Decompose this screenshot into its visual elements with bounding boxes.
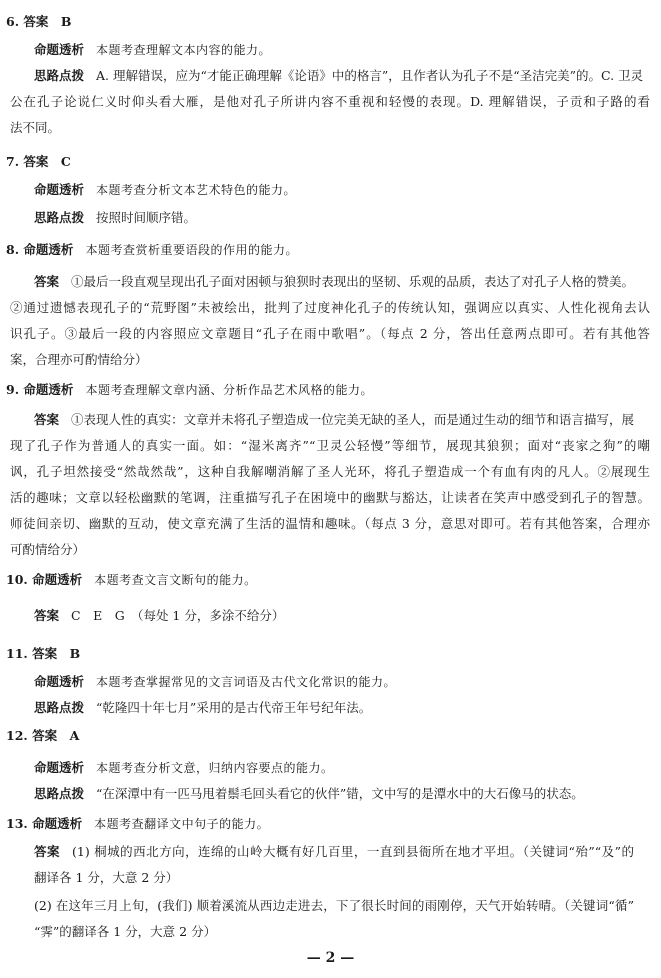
- question-12-intent: [34, 756, 634, 780]
- question-number: 11.: [6, 646, 28, 661]
- intent-label: 命题透析: [32, 572, 83, 587]
- answer-label: 答案: [34, 274, 60, 289]
- question-number: 7.: [6, 154, 20, 169]
- question-number: 12.: [6, 728, 28, 743]
- tip-text: 按照时间顺序错。: [96, 210, 197, 225]
- question-number: 6.: [6, 14, 20, 29]
- question-13-answer-line: “霁”的翻译各 1 分，大意 2 分）: [34, 924, 217, 939]
- question-12-answer: [6, 726, 79, 744]
- question-8-answer-line: [34, 270, 634, 294]
- question-9-answer-line: 师徒间亲切、幽默的互动，使文章充满了生活的温情和趣味。（每点 3 分，意思对即可。若有其他答案，合理亦: [10, 516, 650, 531]
- intent-text: 本题考查理解文本内容的能力。: [96, 43, 272, 57]
- question-8-intent: [6, 240, 298, 258]
- intent-label: 命题透析: [34, 674, 85, 689]
- intent-text: 本题考查赏析重要语段的作用的能力。: [85, 243, 298, 257]
- question-number: 9.: [6, 382, 20, 397]
- question-7-intent: [34, 178, 634, 202]
- tip-label: 思路点拨: [34, 700, 85, 715]
- tip-label: 思路点拨: [34, 68, 85, 83]
- question-9-answer-line: 活的趣味；文章以轻松幽默的笔调，注重描写孔子在困境中的幽默与豁达，让读者在笑声中感受到孔子的智慧。: [10, 490, 650, 505]
- tip-text: A. 理解错误，应为“才能正确理解《论语》中的格言”，且作者认为孔子不是“圣洁完美”的。C. 卫灵: [96, 68, 644, 83]
- question-number: 8.: [6, 242, 20, 257]
- question-8-answer-line: 案，合理亦可酌情给分）: [10, 352, 148, 367]
- intent-label: 命题透析: [23, 242, 74, 257]
- intent-label: 命题透析: [34, 42, 85, 57]
- question-6-tip-line: 公在孔子论说仁义时仰头看大雁，是他对孔子所讲内容不重视和轻慢的表现。D. 理解错误，子贡和子路的看: [10, 94, 650, 109]
- question-6-tip-line: [34, 64, 644, 88]
- intent-text: 本题考查分析文本艺术特色的能力。: [96, 183, 297, 197]
- answer-text: ①表现人性的真实：文章并未将孔子塑造成一位完美无缺的圣人，而是通过生动的细节和语言描写，展: [71, 412, 634, 427]
- tip-text: “在深潭中有一匹马甩着鬃毛回头看它的伙伴”错，文中写的是潭水中的大石像马的状态。: [96, 786, 584, 801]
- tip-text: “乾隆四十年七月”采用的是古代帝王年号纪年法。: [96, 700, 372, 715]
- question-6-tip-line: 法不同。: [10, 120, 61, 135]
- question-11-answer: [6, 644, 80, 662]
- question-9-intent: [6, 380, 373, 398]
- question-7-tip: [34, 206, 634, 230]
- question-number: 13.: [6, 816, 28, 831]
- tip-label: 思路点拨: [34, 210, 85, 225]
- answer-text: C E G （每处 1 分，多涂不给分）: [71, 608, 285, 623]
- question-6-answer: [6, 12, 72, 30]
- question-13-answer-line: 翻译各 1 分，大意 2 分）: [34, 870, 179, 885]
- intent-label: 命题透析: [32, 816, 83, 831]
- question-9-answer-line: 讽，孔子坦然接受“然哉然哉”，这种自我解嘲消解了圣人光环，将孔子塑造成一个有血有肉的凡人。②展现生: [10, 464, 650, 479]
- intent-text: 本题考查理解文章内涵、分析作品艺术风格的能力。: [85, 383, 373, 397]
- question-9-answer-line: 现了孔子作为普通人的真实一面。如：“湿米离齐”“卫灵公轻慢”等细节，展现其狼狈；面对“丧家之狗”的嘲: [10, 438, 650, 453]
- page-number: — 2 —: [306, 950, 355, 966]
- question-13-answer-line: (2) 在这年三月上旬，(我们) 顺着溪流从西边走进去，下了很长时间的雨刚停，天气开始转晴。（关键词“循”: [34, 898, 634, 913]
- question-11-intent: [34, 670, 634, 694]
- question-7-answer: [6, 152, 71, 170]
- answer-label: 答案: [34, 844, 60, 859]
- question-10-intent: [6, 570, 257, 588]
- intent-label: 命题透析: [34, 182, 85, 197]
- intent-text: 本题考查分析文意，归纳内容要点的能力。: [96, 761, 334, 775]
- question-6-intent: [34, 38, 634, 62]
- answer-text: 答案 A: [32, 728, 80, 743]
- question-11-tip: [34, 696, 634, 720]
- question-8-answer-line: ②通过遗憾表现孔子的“荒野图”未被绘出，批判了过度神化孔子的传统认知，强调应以真实、人性化视角去认: [10, 300, 650, 315]
- question-9-answer-line: [34, 408, 634, 432]
- question-8-answer-line: 识孔子。③最后一段的内容照应文章题目“孔子在雨中歌唱”。（每点 2 分，答出任意两点即可。若有其他答: [10, 326, 650, 341]
- answer-text: ①最后一段直观呈现出孔子面对困顿与狼狈时表现出的坚韧、乐观的品质，表达了对孔子人格的赞美。: [71, 274, 634, 289]
- intent-text: 本题考查文言文断句的能力。: [94, 573, 257, 587]
- question-13-answer-line: [34, 840, 634, 864]
- question-10-answer: [34, 604, 634, 628]
- tip-label: 思路点拨: [34, 786, 85, 801]
- question-9-answer-line: 可酌情给分）: [10, 542, 86, 557]
- answer-label: 答案: [34, 412, 60, 427]
- answer-text: 答案 B: [32, 646, 81, 661]
- answer-text: 答案 B: [23, 14, 72, 29]
- intent-label: 命题透析: [34, 760, 85, 775]
- intent-text: 本题考查翻译文中句子的能力。: [94, 817, 270, 831]
- answer-text: 答案 C: [23, 154, 71, 169]
- question-13-intent: [6, 814, 269, 832]
- question-number: 10.: [6, 572, 28, 587]
- intent-text: 本题考查掌握常见的文言词语及古代文化常识的能力。: [96, 675, 397, 689]
- intent-label: 命题透析: [23, 382, 74, 397]
- question-12-tip: [34, 782, 634, 806]
- answer-label: 答案: [34, 608, 60, 623]
- answer-text: (1) 桐城的西北方向，连绵的山岭大概有好几百里，一直到县衙所在地才平坦。（关键词“殆”“及”的: [71, 844, 634, 859]
